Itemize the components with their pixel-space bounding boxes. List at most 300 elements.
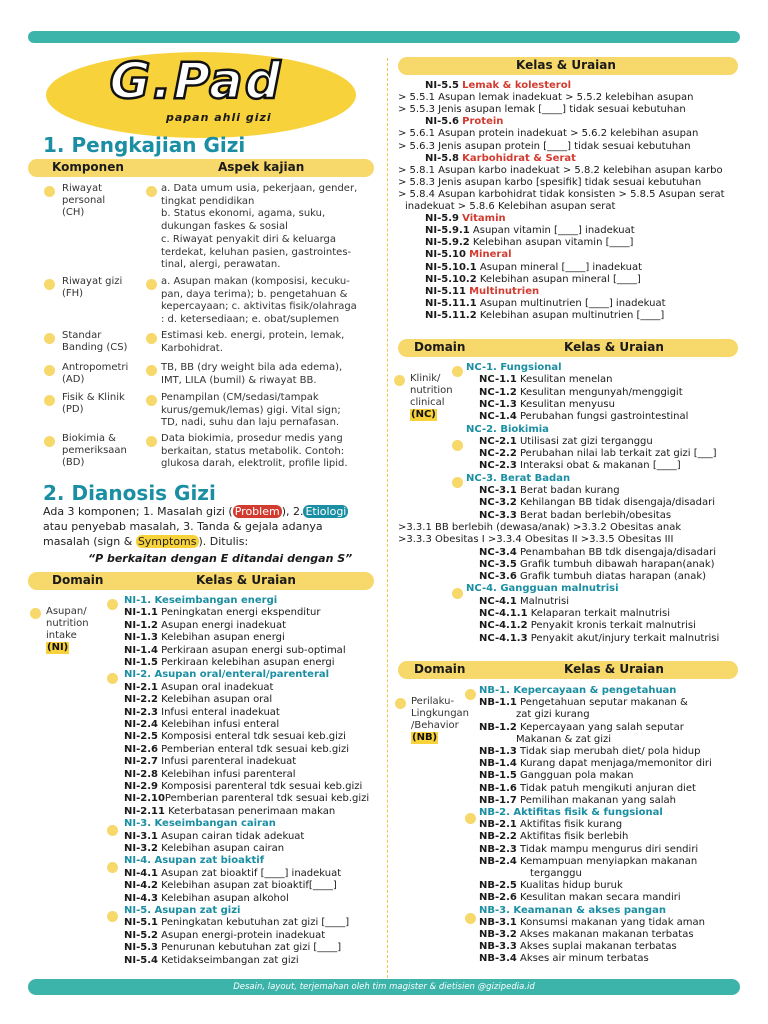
bullet-dot (107, 862, 118, 873)
code-line (425, 225, 635, 237)
aspect-text (161, 362, 342, 387)
aspect-line: terdekat, keluhan pasien, gastrointes- (161, 246, 352, 258)
code-text: NB-1. Kepercayaan & pengetahuan (479, 685, 677, 696)
problem-badge: Problem (234, 505, 280, 518)
code-line (124, 868, 341, 880)
code-line (479, 856, 697, 868)
code-id: NB-2.6 (479, 892, 517, 904)
aspect-line: pan, daya terima); b. pengetahuan & (161, 288, 348, 300)
tagline: papan ahli gizi (166, 111, 272, 124)
component-line: Riwayat (62, 183, 102, 194)
aspect-line: Penampilan (CM/sedasi/tampak (161, 392, 319, 403)
code-line (466, 424, 549, 436)
code-text: > 5.8.4 Asupan karbohidrat tidak konsisten > 5.8.5 Asupan serat (398, 188, 725, 200)
code-line (479, 844, 698, 856)
code-text: Kesulitan menelan (516, 374, 613, 386)
aspect-line: b. Status ekonomi, agama, suku, (161, 208, 326, 220)
code-id: NI-5.11.2 (425, 309, 477, 321)
code-text: > 5.5.1 Asupan lemak inadekuat > 5.5.2 kelebihan asupan (398, 92, 694, 104)
code-line (124, 893, 289, 905)
pes-quote: “P berkaitan dengan E ditandai dengan S” (88, 552, 353, 565)
aspect-dot (146, 365, 157, 376)
code-text: Perkiraan asupan energi sub-optimal (157, 644, 346, 656)
aspect-line: tingkat pendidikan (161, 195, 255, 207)
code-highlight: Multinutrien (469, 285, 540, 297)
code-line (479, 831, 628, 843)
code-text: NB-2. Aktifitas fisik & fungsional (479, 807, 663, 818)
code-line (124, 719, 279, 731)
code-line (398, 141, 691, 153)
code-text: Tidak siap merubah diet/ pola hidup (516, 746, 701, 757)
s1-table-header (28, 159, 374, 177)
code-text: Penurunan kebutuhan zat gizi [____] (157, 942, 342, 954)
component-label (62, 330, 127, 354)
aspect-dot (146, 279, 157, 290)
code-id: NB-3.2 (479, 929, 517, 940)
code-line (479, 460, 681, 472)
code-line (124, 731, 346, 743)
domain-code: (NC) (411, 409, 436, 420)
code-text: Pengetahuan seputar makanan & (516, 697, 688, 709)
code-line (425, 274, 641, 286)
code-line (425, 153, 576, 165)
code-line (124, 880, 337, 892)
comp-dot (44, 279, 55, 290)
code-id: NC-3.3 (479, 509, 517, 521)
code-text: Penambahan BB tdk disengaja/disadari (516, 546, 717, 558)
code-text: NC-3. Berat Badan (466, 472, 571, 484)
component-label (62, 276, 122, 300)
bullet-dot (465, 913, 476, 924)
domain-line: nutrition (410, 385, 453, 396)
code-line (124, 744, 349, 756)
column-divider (387, 58, 388, 978)
code-id: NC-1.3 (479, 398, 517, 410)
code-line (124, 595, 277, 607)
component-line: Antropometri (62, 362, 129, 373)
code-text: Asupan zat bioaktif [____] inadekuat (157, 867, 342, 879)
code-line (124, 669, 329, 681)
code-text: > 5.8.3 Jenis asupan karbo [spesifik] tidak sesuai kebutuhan (398, 176, 702, 188)
etiologi-badge: Etiologi (305, 505, 347, 518)
code-text: NI-3. Keseimbangan cairan (124, 818, 276, 830)
code-text: Pemberian parenteral tdk sesuai keb.gizi (164, 793, 370, 805)
component-line: Standar (62, 330, 102, 341)
bullet-dot (107, 599, 118, 610)
domain-line: Asupan/ (46, 606, 87, 617)
code-line (479, 941, 677, 953)
code-id: NI-5.2 (124, 929, 158, 941)
code-line (405, 201, 615, 213)
code-line (516, 709, 590, 721)
code-line (479, 697, 688, 709)
code-id: NI-4.2 (124, 880, 158, 892)
code-text: Kualitas hidup buruk (516, 880, 623, 892)
aspect-line: c. Riwayat penyakit diri & keluarga (161, 233, 336, 245)
code-text: Kehilangan BB tidak disengaja/disadari (516, 497, 716, 509)
code-id: NI-1.2 (124, 619, 158, 631)
code-text: Akses air minum terbatas (516, 953, 649, 965)
code-id: NB-1.6 (479, 782, 517, 794)
aspect-line: kepercayaan; c. aktivitas fisik/olahraga (161, 301, 357, 313)
code-id: NI-2.1 (124, 681, 158, 693)
component-label (62, 183, 105, 219)
aspect-line: a. Data umum usia, pekerjaan, gender, (161, 183, 358, 194)
code-id: NI-5.3 (124, 942, 158, 954)
code-line (124, 806, 335, 818)
code-id: NI-2.4 (124, 719, 158, 730)
domain-dot (395, 698, 406, 709)
code-text: Kelebihan asupan alkohol (157, 892, 289, 904)
code-line (479, 596, 569, 608)
bullet-dot (452, 366, 463, 377)
code-text: Kesulitan menyusu (516, 398, 615, 410)
code-highlight: Mineral (469, 249, 512, 261)
code-id: NB-1.7 (479, 794, 517, 806)
code-line (479, 620, 696, 632)
code-text: Kelaparan terkait malnutrisi (527, 608, 671, 619)
domain-code: (NB) (412, 732, 438, 743)
code-text: > 5.5.3 Jenis asupan lemak [____] tidak sesuai kebutuhan (398, 104, 686, 116)
code-text: Asupan multinutrien [____] inadekuat (476, 297, 666, 309)
code-highlight: Vitamin (462, 213, 506, 225)
code-line (124, 917, 349, 929)
code-line (530, 868, 582, 880)
code-id: NI-5.6 (425, 116, 459, 128)
code-id: NB-2.5 (479, 880, 517, 892)
code-id: NB-1.3 (479, 746, 517, 757)
code-id: NI-5.10.2 (425, 273, 477, 285)
code-text: Perkiraan kelebihan asupan energi (157, 657, 335, 668)
code-text: Ketidakseimbangan zat gizi (157, 954, 299, 966)
code-text: Interaksi obat & makanan [____] (516, 460, 681, 472)
code-line (398, 177, 701, 189)
aspect-line: tinal, alergi, perawatan. (161, 259, 281, 271)
code-text: Perubahan fungsi gastrointestinal (516, 411, 689, 423)
component-line: (FH) (62, 288, 84, 299)
code-line (479, 819, 622, 831)
code-text: NC-1. Fungsional (466, 362, 562, 373)
code-line (479, 411, 688, 423)
code-id: NI-5.4 (124, 954, 158, 966)
domain-label (46, 606, 89, 654)
code-id: NI-5.8 (425, 152, 459, 164)
aspect-text (161, 276, 357, 327)
code-line (124, 707, 280, 719)
aspect-dot (146, 186, 157, 197)
code-line (479, 571, 706, 583)
code-line (124, 818, 276, 830)
footer-credit: Desain, layout, terjemahan oleh tim magister & dietisien @gizipedia.id (28, 979, 740, 995)
code-text: Kelebihan asupan zat bioaktif[____] (157, 880, 337, 892)
code-line (124, 781, 362, 793)
code-line (124, 930, 325, 942)
code-id: NI-2.8 (124, 768, 158, 780)
code-id: NB-2.4 (479, 855, 517, 867)
code-line (425, 80, 571, 92)
code-text: Kurang dapat menjaga/memonitor diri (516, 758, 712, 770)
code-line (479, 917, 705, 929)
code-text: Tidak mampu mengurus diri sendiri (516, 843, 699, 855)
code-id: NI-2.6 (124, 743, 158, 755)
code-line (398, 92, 693, 104)
component-line: pemeriksaan (62, 445, 127, 456)
component-line: personal (62, 195, 106, 206)
code-id: NI-2.2 (124, 694, 158, 706)
code-text: NC-2. Biokimia (466, 423, 549, 435)
code-text: Kelebihan asupan oral (157, 694, 273, 706)
code-text: Peningkatan kebutuhan zat gizi [____] (157, 917, 350, 929)
code-line (425, 249, 512, 261)
aspect-line: a. Asupan makan (komposisi, kecuku- (161, 276, 350, 287)
code-text: Makanan & zat gizi (516, 733, 612, 745)
aspect-line: kurus/gemuk/lemas) gigi. Vital sign; (161, 404, 341, 416)
code-id: NI-5.9 (425, 213, 459, 225)
code-line (398, 165, 723, 177)
domain-line: clinical (410, 397, 445, 408)
aspect-line: TB, BB (dry weight bila ada edema), (161, 362, 343, 373)
code-line (479, 399, 615, 411)
code-id: NI-5.1 (124, 917, 158, 929)
code-line (425, 310, 664, 322)
code-text: >3.3.3 Obesitas I >3.3.4 Obesitas II >3.3.5 Obesitas III (398, 534, 674, 546)
code-text: NB-3. Keamanan & akses pangan (479, 904, 666, 916)
domain-label (411, 696, 469, 744)
code-id: NC-4.1.3 (479, 632, 528, 644)
section-1-title: 1. Pengkajian Gizi (43, 133, 246, 157)
code-line (124, 645, 346, 657)
code-id: NB-2.2 (479, 831, 517, 843)
domain-line: Klinik/ (410, 373, 441, 384)
aspect-line: glukosa darah, elektrolit, profile lipid. (161, 458, 348, 470)
code-text: Penyakit kronis terkait malnutrisi (527, 620, 696, 632)
code-text: Komposisi parenteral tdk sesuai keb.gizi (157, 781, 363, 792)
code-text: Asupan cairan tidak adekuat (157, 830, 305, 842)
code-line (479, 497, 715, 509)
code-id: NB-2.1 (479, 819, 517, 831)
code-highlight: Protein (462, 116, 504, 128)
component-line: Fisik & Klinik (62, 392, 125, 403)
code-line (124, 793, 369, 805)
code-text: Akses makanan makanan terbatas (516, 929, 694, 940)
aspect-dot (146, 395, 157, 406)
code-line (398, 189, 725, 201)
component-line: (CH) (62, 207, 85, 218)
component-line: (BD) (62, 457, 85, 468)
code-text: Asupan vitamin [____] inadekuat (469, 225, 635, 237)
code-line (398, 534, 673, 546)
code-id: NI-1.5 (124, 657, 158, 668)
code-text: Kelebihan infusi enteral (157, 719, 280, 730)
code-text: Aktifitas fisik berlebih (516, 831, 629, 843)
code-id: NI-2.5 (124, 731, 158, 743)
code-id: NI-3.2 (124, 843, 158, 854)
code-line (479, 905, 666, 917)
code-id: NI-2.10 (124, 793, 165, 805)
code-line (479, 485, 620, 497)
code-id: NC-3.4 (479, 546, 517, 558)
component-line: (PD) (62, 404, 84, 415)
aspect-line: TD, nadi, suhu dan laju pernafasan. (161, 417, 340, 429)
code-id: NI-1.3 (124, 632, 158, 644)
code-id: NC-4.1.1 (479, 608, 528, 619)
code-text: > 5.6.1 Asupan protein inadekuat > 5.6.2 kelebihan asupan (398, 128, 699, 140)
code-text: zat gizi kurang (516, 709, 590, 721)
s2-paragraph-line-2: atau penyebab masalah, 3. Tanda & gejala adanya (43, 520, 323, 533)
code-text: Tidak patuh mengikuti anjuran diet (516, 782, 696, 794)
code-id: NI-5.11.1 (425, 297, 477, 309)
domain-code: (NI) (47, 642, 69, 653)
code-id: NB-3.3 (479, 941, 517, 953)
code-line (516, 734, 611, 746)
comp-dot (44, 365, 55, 376)
bullet-dot (465, 813, 476, 824)
code-text: Kelebihan asupan multinutrien [____] (476, 309, 665, 321)
s1-col-aspek: Aspek kajian (218, 160, 305, 174)
ni-header: Domain Kelas & Uraian (28, 572, 374, 590)
aspect-dot (146, 333, 157, 344)
s2-paragraph-line-1: Ada 3 komponen; 1. Masalah gizi ( Problem ), 2. Etiologi (43, 505, 347, 518)
code-text: Grafik tumbuh diatas harapan (anak) (516, 571, 707, 583)
code-line (479, 783, 696, 795)
comp-dot (44, 436, 55, 447)
code-line (425, 213, 506, 225)
code-text: Berat badan berlebih/obesitas (516, 509, 672, 521)
code-line (398, 128, 698, 140)
aspect-line: IMT, LILA (bumil) & riwayat BB. (161, 374, 317, 386)
code-line (124, 620, 286, 632)
code-text: Komposisi enteral tdk sesuai keb.gizi (157, 731, 346, 743)
component-line: Biokimia & (62, 433, 116, 444)
code-text: Kelebihan asupan energi (157, 632, 285, 644)
component-label (62, 392, 125, 416)
code-id: NB-1.1 (479, 697, 517, 709)
code-highlight: Karbohidrat & Serat (462, 152, 576, 164)
code-id: NI-2.9 (124, 781, 158, 792)
code-id: NB-3.4 (479, 953, 517, 965)
component-label (62, 362, 128, 386)
s2-paragraph-line-3: masalah (sign & Symptoms ). Ditulis: (43, 535, 249, 548)
code-id: NI-5.10.1 (425, 261, 477, 273)
code-text: Infusi enteral inadekuat (157, 706, 280, 718)
code-line (479, 387, 683, 399)
code-line (479, 953, 649, 965)
code-text: NI-1. Keseimbangan energi (124, 595, 278, 606)
ni5-header: Kelas & Uraian (398, 57, 738, 75)
code-id: NB-2.3 (479, 843, 517, 855)
code-line (124, 756, 296, 768)
code-text: NC-4. Gangguan malnutrisi (466, 583, 619, 595)
code-line (124, 843, 284, 855)
code-text: Aktifitas fisik kurang (516, 819, 623, 831)
code-text: Kemampuan menyiapkan makanan (516, 855, 698, 867)
component-line: Banding (CS) (62, 342, 128, 353)
code-line (124, 905, 240, 917)
code-line (479, 758, 712, 770)
code-text: NI-4. Asupan zat bioaktif (124, 855, 265, 867)
domain-line: nutrition (46, 618, 89, 629)
component-line: (AD) (62, 374, 85, 385)
code-text: Asupan oral inadekuat (157, 681, 274, 693)
code-line (479, 374, 613, 386)
code-line (479, 510, 671, 522)
code-line (425, 237, 633, 249)
code-line (479, 633, 719, 645)
code-id: NI-2.3 (124, 706, 158, 718)
code-id: NI-1.4 (124, 644, 158, 656)
bullet-dot (107, 673, 118, 684)
code-line (124, 607, 320, 619)
code-id: NC-1.2 (479, 386, 517, 398)
code-line (398, 522, 681, 534)
aspect-text (161, 433, 348, 471)
code-id: NI-2.7 (124, 756, 158, 768)
code-line (466, 583, 619, 595)
code-text: Konsumsi makanan yang tidak aman (516, 916, 705, 928)
bullet-dot (452, 440, 463, 451)
code-id: NC-3.2 (479, 497, 517, 509)
code-id: NC-2.2 (479, 448, 517, 460)
code-text: terganggu (530, 868, 582, 879)
comp-dot (44, 395, 55, 406)
code-line (124, 657, 335, 669)
domain-dot (394, 375, 405, 386)
code-line (124, 682, 273, 694)
nb-header: Domain Kelas & Uraian (398, 661, 738, 679)
aspect-line: : d. ketersediaan; e. obat/suplemen (161, 314, 340, 326)
code-line (425, 298, 666, 310)
aspect-dot (146, 436, 157, 447)
code-id: NB-1.2 (479, 721, 517, 733)
code-id: NI-4.1 (124, 867, 158, 879)
bullet-dot (107, 825, 118, 836)
aspect-line: berkaitan, status metabolik. Contoh: (161, 445, 345, 457)
code-text: >3.3.1 BB berlebih (dewasa/anak) >3.3.2 Obesitas anak (398, 521, 682, 533)
code-text: Penyakit akut/injury terkait malnutrisi (527, 632, 720, 644)
code-id: NC-1.1 (479, 374, 517, 386)
code-id: NC-3.6 (479, 571, 517, 583)
code-text: > 5.6.3 Jenis asupan protein [____] tidak sesuai kebutuhan (398, 140, 691, 152)
code-line (479, 448, 717, 460)
code-line (479, 608, 670, 620)
aspect-line: Karbohidrat. (161, 342, 223, 354)
code-text: Asupan energi inadekuat (157, 619, 287, 631)
code-line (479, 559, 715, 571)
code-id: NC-3.1 (479, 485, 517, 496)
code-text: > 5.8.1 Asupan karbo inadekuat > 5.8.2 kelebihan asupan karbo (398, 164, 723, 176)
code-line (425, 286, 539, 298)
code-text: Kelebihan asupan vitamin [____] (469, 237, 634, 249)
code-text: Peningkatan energi ekspenditur (157, 607, 321, 619)
code-text: NI-2. Asupan oral/enteral/parenteral (124, 669, 330, 681)
code-id: NB-1.5 (479, 770, 517, 782)
domain-dot (30, 608, 41, 619)
s1-col-komponen: Komponen (52, 160, 124, 174)
code-id: NI-5.11 (425, 285, 466, 297)
code-text: Kesulitan makan secara mandiri (516, 892, 681, 904)
code-text: Pemberian enteral tdk sesuai keb.gizi (157, 743, 350, 755)
code-id: NB-1.4 (479, 758, 517, 770)
domain-line: Perilaku- (411, 696, 455, 707)
code-text: inadekuat > 5.8.6 Kelebihan asupan serat (405, 201, 616, 212)
top-bar (28, 31, 740, 43)
code-line (466, 362, 562, 374)
code-text: Asupan energi-protein inadekuat (157, 929, 326, 941)
code-id: NB-3.1 (479, 916, 517, 928)
code-text: Gangguan pola makan (516, 770, 634, 782)
code-line (479, 795, 676, 807)
code-id: NI-3.1 (124, 830, 158, 842)
